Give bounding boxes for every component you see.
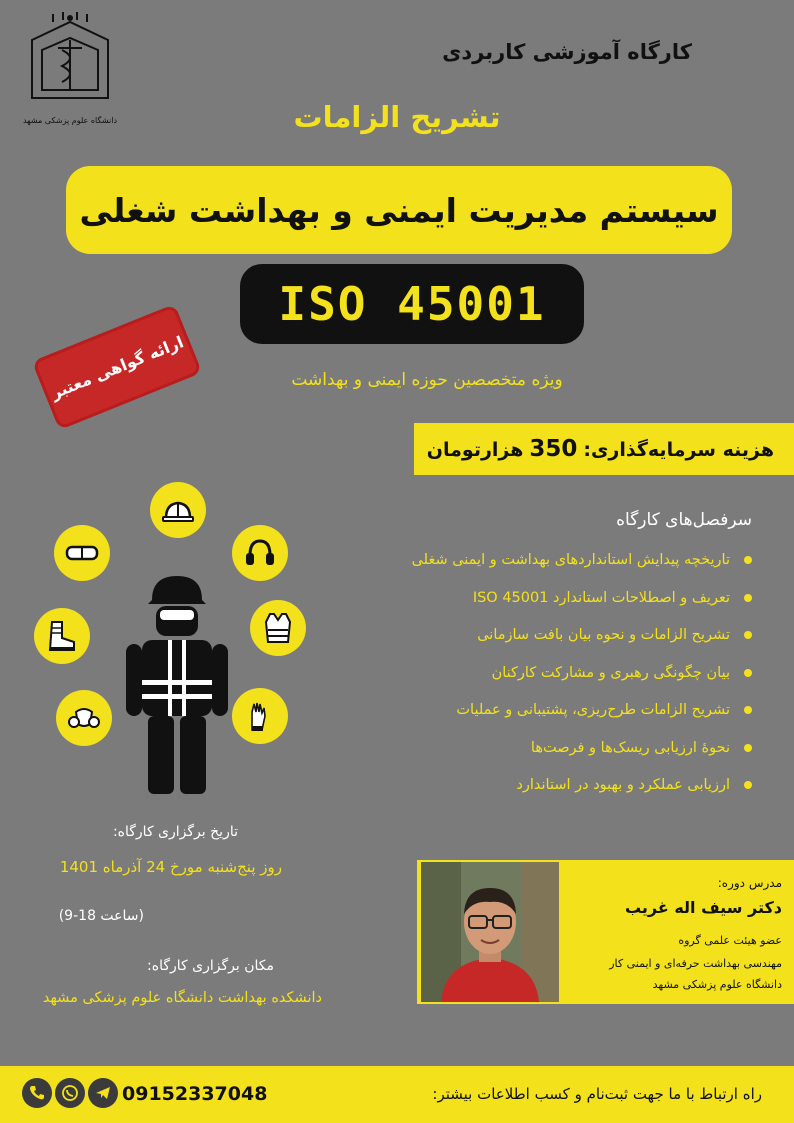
goggles-circle bbox=[54, 525, 110, 581]
goggles-icon bbox=[64, 535, 100, 571]
respirator-icon bbox=[66, 700, 102, 736]
university-emblem-icon bbox=[22, 10, 118, 110]
safety-boot-circle bbox=[34, 608, 90, 664]
phone-number[interactable]: 09152337048 bbox=[122, 1083, 268, 1105]
instructor-name: دکتر سیف اله غریب bbox=[624, 898, 782, 917]
worker-silhouette-icon bbox=[112, 570, 242, 800]
logo-caption: دانشگاه علوم پزشکی مشهد bbox=[22, 116, 118, 125]
instructor-heading: مدرس دوره: bbox=[717, 876, 782, 890]
place-heading: مکان برگزاری کارگاه: bbox=[147, 958, 274, 974]
cost-bar bbox=[414, 423, 794, 475]
person-portrait-icon bbox=[421, 862, 559, 1002]
bullet-icon bbox=[744, 706, 752, 714]
bullet-icon bbox=[744, 594, 752, 602]
contact-footer bbox=[0, 1066, 794, 1123]
cost-unit: هزارتومان bbox=[426, 439, 524, 461]
bullet-icon bbox=[744, 631, 752, 639]
list-item: ارزیابی عملکرد و بهبود در استاندارد bbox=[312, 775, 752, 813]
iso-text: ISO 45001 bbox=[278, 277, 546, 331]
schedule-time: (ساعت 18-9) bbox=[58, 908, 144, 924]
banner-text: سیستم مدیریت ایمنی و بهداشت شغلی bbox=[79, 190, 719, 230]
schedule-date: روز پنج‌شنبه مورخ 24 آذرماه 1401 bbox=[59, 858, 282, 876]
gloves-icon bbox=[242, 698, 278, 734]
ear-muffs-icon bbox=[242, 535, 278, 571]
workshop-subtitle: کارگاه آموزشی کاربردی bbox=[442, 40, 692, 64]
instructor-line-1: عضو هیئت علمی گروه bbox=[678, 934, 782, 947]
bullet-icon bbox=[744, 669, 752, 677]
cost-label: هزینه سرمایه‌گذاری: bbox=[583, 439, 774, 461]
place-text: دانشکده بهداشت دانشگاه علوم پزشکی مشهد bbox=[42, 990, 322, 1006]
whatsapp-button[interactable] bbox=[55, 1078, 85, 1108]
certificate-stamp bbox=[32, 304, 203, 430]
topics-list bbox=[312, 550, 752, 813]
telegram-icon bbox=[94, 1084, 112, 1102]
whatsapp-icon bbox=[61, 1084, 79, 1102]
bullet-icon bbox=[744, 556, 752, 564]
list-item: بیان چگونگی رهبری و مشارکت کارکنان bbox=[312, 663, 752, 701]
workshop-title: تشریح الزامات bbox=[293, 100, 501, 134]
bullet-icon bbox=[744, 744, 752, 752]
list-item: تاریخچه پیدایش استانداردهای بهداشت و ایمنی شغلی bbox=[312, 550, 752, 588]
instructor-line-3: دانشگاه علوم پزشکی مشهد bbox=[652, 978, 782, 991]
bullet-icon bbox=[744, 781, 752, 789]
safety-vest-circle bbox=[250, 600, 306, 656]
iso-badge bbox=[240, 264, 584, 344]
telegram-button[interactable] bbox=[88, 1078, 118, 1108]
topics-heading: سرفصل‌های کارگاه bbox=[616, 510, 752, 530]
contact-text: راه ارتباط با ما جهت ثبت‌نام و کسب اطلاعات بیشتر: bbox=[432, 1085, 762, 1103]
cost-amount: 350 bbox=[529, 436, 578, 462]
respirator-circle bbox=[56, 690, 112, 746]
list-item: تعریف و اصطلاحات استاندارد ISO 45001 bbox=[312, 588, 752, 626]
phone-icon bbox=[28, 1084, 46, 1102]
list-item: تشریح الزامات و نحوه بیان بافت سازمانی bbox=[312, 625, 752, 663]
phone-button[interactable] bbox=[22, 1078, 52, 1108]
target-audience: ویژه متخصصین حوزه ایمنی و بهداشت bbox=[291, 370, 563, 390]
instructor-line-2: مهندسی بهداشت حرفه‌ای و ایمنی کار bbox=[609, 957, 782, 970]
safety-vest-icon bbox=[260, 610, 296, 646]
safety-boot-icon bbox=[44, 618, 80, 654]
list-item: نحوهٔ ارزیابی ریسک‌ها و فرصت‌ها bbox=[312, 738, 752, 776]
title-banner bbox=[66, 166, 732, 254]
list-item: تشریح الزامات طرح‌ریزی، پشتیبانی و عملیات bbox=[312, 700, 752, 738]
schedule-heading: تاریخ برگزاری کارگاه: bbox=[112, 824, 238, 840]
hard-hat-icon bbox=[160, 492, 196, 528]
instructor-photo bbox=[421, 862, 559, 1002]
stamp-text: ارائه گواهی معتبر bbox=[48, 331, 186, 403]
hard-hat-circle bbox=[150, 482, 206, 538]
